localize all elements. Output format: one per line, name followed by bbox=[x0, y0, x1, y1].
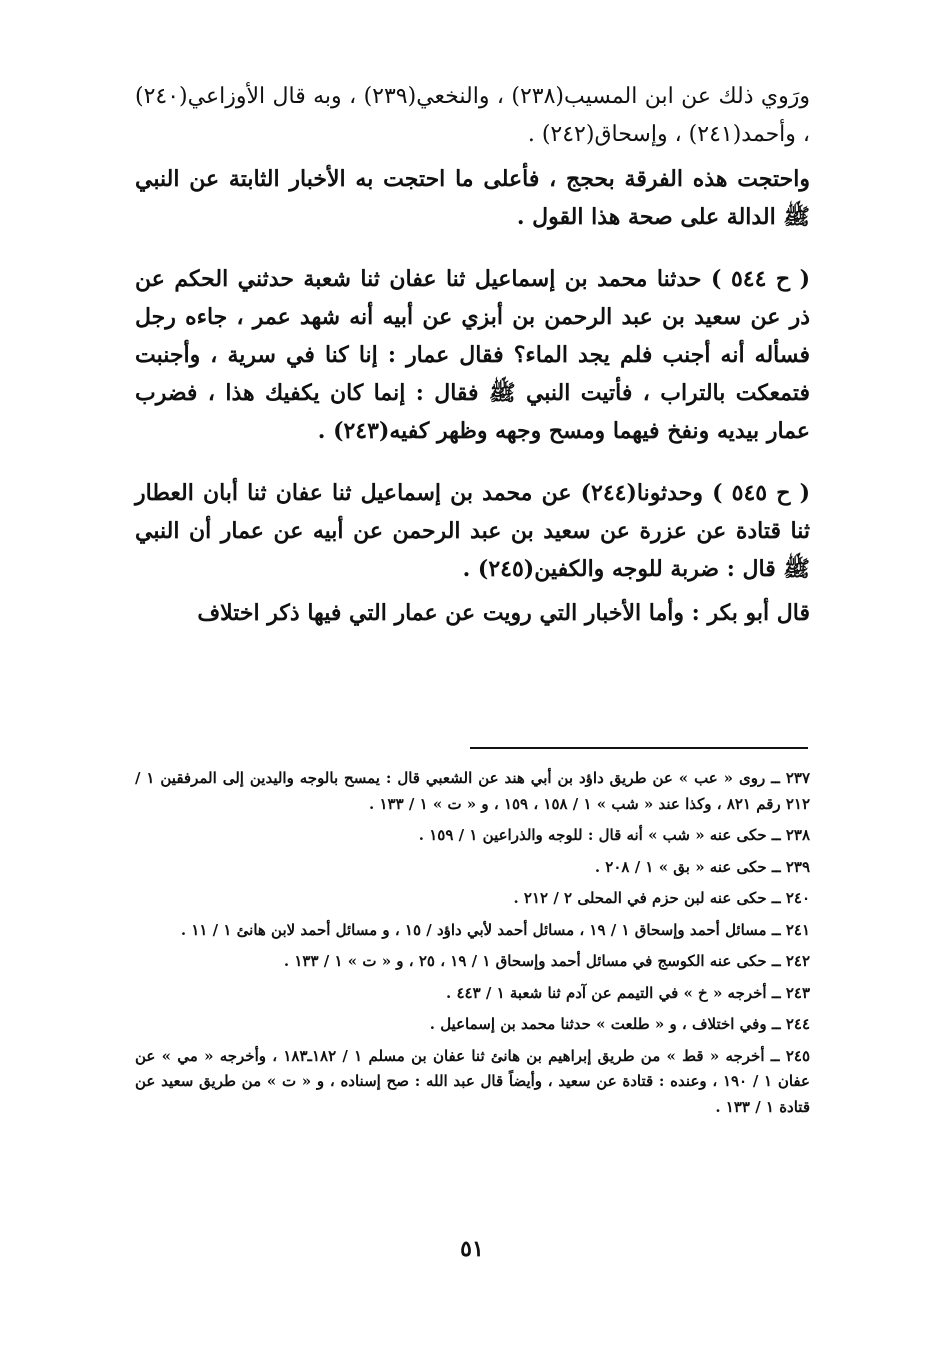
hadith-545: ( ح ٥٤٥ ) وحدثونا(٢٤٤) عن محمد بن إسماعيل ثنا عفان ثنا أبان العطار ثنا قتادة عن عزرة عن سعيد بن عبد الرحمن عن أبيه عن عمار أن النبي ﷺ قال : ضربة للوجه والكفين(٢٤٥) . bbox=[135, 480, 810, 582]
paragraph-2: واحتجت هذه الفرقة بحجج ، فأعلى ما احتجت به الأخبار الثابتة عن النبي ﷺ الدالة على صحة هذا القول . bbox=[135, 166, 810, 230]
footnote-240: ٢٤٠ ــ حكى عنه لبن حزم في المحلى ٢ / ٢١٢ . bbox=[513, 889, 810, 907]
footnotes bbox=[135, 766, 810, 1120]
footnote-237: ٢٣٧ ــ روى « عب » عن طريق داؤد بن أبي هند عن الشعبي قال : يمسح بالوجه واليدين إلى المرفقين ١ / ٢١٢ رقم ٨٢١ ، وكذا عند « شب » ١ / ١٥٨ ، ١٥٩ ، و « ت » ١ / ١٣٣ . bbox=[135, 769, 810, 813]
footnote-244: ٢٤٤ ــ وفي اختلاف ، و « طلعت » حدثنا محمد بن إسماعيل . bbox=[429, 1015, 810, 1033]
footnote-divider bbox=[470, 747, 808, 749]
footnote-242: ٢٤٢ ــ حكى عنه الكوسج في مسائل أحمد وإسحاق ١ / ١٩ ، ٢٥ ، و « ت » ١ / ١٣٣ . bbox=[283, 952, 810, 970]
main-text bbox=[135, 78, 810, 632]
paragraph-5: قال أبو بكر : وأما الأخبار التي رويت عن عمار التي فيها ذكر اختلاف bbox=[197, 600, 810, 626]
footnote-241: ٢٤١ ــ مسائل أحمد وإسحاق ١ / ١٩ ، مسائل أحمد لأبي داؤد / ١٥ ، و مسائل أحمد لابن هانئ ١ / ١١ . bbox=[180, 920, 810, 939]
hadith-544: ( ح ٥٤٤ ) حدثنا محمد بن إسماعيل ثنا عفان ثنا شعبة حدثني الحكم عن ذر عن سعيد بن عبد الرحمن بن أبزي عن أبيه أنه شهد عمر ، جاءه رجل فسأله أنه أجنب فلم يجد الماء؟ فقال عمار : إنا كنا في سرية ، وأجنبت فتمعكت بالتراب ، فأتيت النبي ﷺ فقال : إنما كان يكفيك هذا ، فضرب عمار بيديه ونفخ فيهما ومسح وجهه وظهر كفيه(٢٤٣) . bbox=[135, 266, 810, 444]
footnote-245: ٢٤٥ ــ أخرجه « قط » من طريق إبراهيم بن هانئ ثنا عفان بن مسلم ١ / ١٨٢ـ١٨٣ ، وأخرجه « مي » عن عفان ١ / ١٩٠ ، وعنده : قتادة عن سعيد ، وأيضاً قال عبد الله : صح إسناده ، و « ت » من طريق سعيد عن قتادة ١ / ١٣٣ . bbox=[135, 1046, 810, 1116]
footnote-239: ٢٣٩ ــ حكى عنه « بق » ١ / ٢٠٨ . bbox=[594, 857, 810, 876]
footnote-238: ٢٣٨ ــ حكى عنه « شب » أنه قال : للوجه والذراعين ١ / ١٥٩ . bbox=[418, 826, 810, 844]
footnote-243: ٢٤٣ ــ أخرجه « خ » في التيمم عن آدم ثنا شعبة ١ / ٤٤٣ . bbox=[446, 983, 810, 1002]
page-number: ٥١ bbox=[460, 1236, 484, 1262]
paragraph-1: ورَوي ذلك عن ابن المسيب(٢٣٨) ، والنخعي(٢٣٩) ، وبه قال الأوزاعي(٢٤٠) ، وأحمد(٢٤١) ، وإسحاق(٢٤٢) . bbox=[135, 84, 810, 147]
